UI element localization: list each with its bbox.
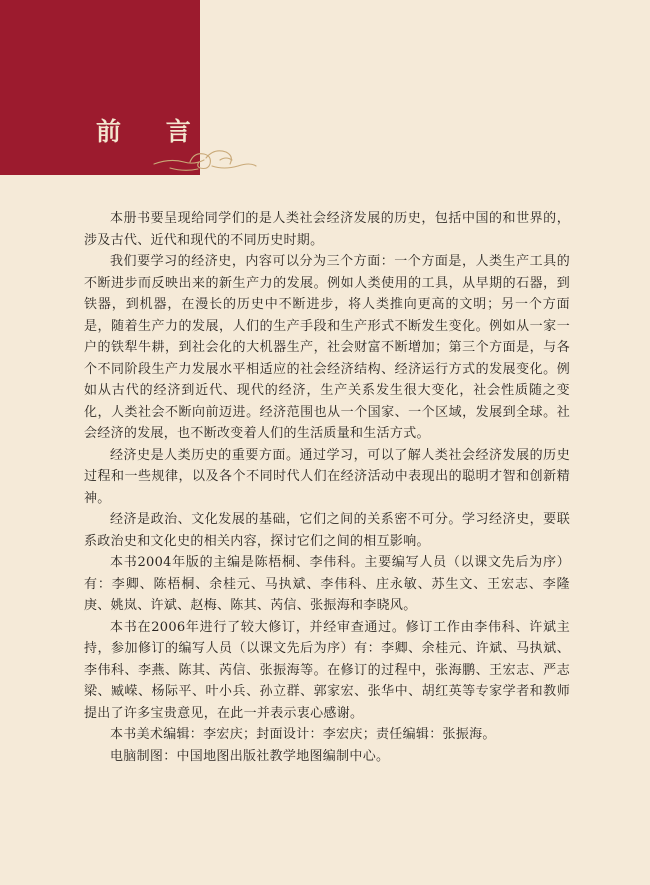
preface-body — [84, 208, 570, 767]
paragraph: 我们要学习的经济史，内容可以分为三个方面：一个方面是，人类生产工具的不断进步而反映出来的新生产力的发展。例如人类使用的工具，从早期的石器，到铁器，到机器，在漫长的历史中不断进步，将人类推向更高的文明；另一个方面是，随着生产力的发展，人们的生产手段和生产形式不断发生变化。例如从一家一户的铁犁牛耕，到社会化的大机器生产，社会财富不断增加；第三个方面是，与各个不同阶段生产力发展水平相适应的社会经济结构、经济运行方式的发展变化。例如从古代的经济到近代、现代的经济，生产关系发生很大变化，社会性质随之变化，人类社会不断向前迈进。经济范围也从一个国家、一个区域，发展到全球。社会经济的发展，也不断改变着人们的生活质量和生活方式。 — [84, 254, 570, 441]
paragraph: 本册书要呈现给同学们的是人类社会经济发展的历史，包括中国的和世界的，涉及古代、近代和现代的不同历史时期。 — [84, 211, 570, 248]
paragraph: 本书2004年版的主编是陈梧桐、李伟科。主要编写人员（以课文先后为序）有：李卿、陈梧桐、余桂元、马执斌、李伟科、庄永敏、苏生文、王宏志、李隆庚、姚岚、许斌、赵梅、陈其、芮信、张振海和李晓风。 — [84, 555, 570, 613]
paragraph: 经济是政治、文化发展的基础，它们之间的关系密不可分。学习经济史，要联系政治史和文化史的相关内容，探讨它们之间的相互影响。 — [84, 512, 570, 549]
page-title: 前 言 — [96, 117, 209, 146]
paragraph: 本书在2006年进行了较大修订，并经审查通过。修订工作由李伟科、许斌主持，参加修订的编写人员（以课文先后为序）有：李卿、余桂元、许斌、马执斌、李伟科、李燕、陈其、芮信、张振海等。在修订的过程中，张海鹏、王宏志、严志梁、臧嵘、杨际平、叶小兵、孙立群、郭家宏、张华中、胡红英等专家学者和教师提出了许多宝贵意见，在此一并表示衷心感谢。 — [84, 619, 570, 721]
paragraph: 本书美术编辑：李宏庆；封面设计：李宏庆；责任编辑：张振海。 — [110, 727, 496, 742]
paragraph: 经济史是人类历史的重要方面。通过学习，可以了解人类社会经济发展的历史过程和一些规律，以及各个不同时代人们在经济活动中表现出的聪明才智和创新精神。 — [84, 447, 570, 506]
paragraph: 电脑制图：中国地图出版社教学地图编制中心。 — [110, 748, 390, 764]
cloud-ornament-icon — [150, 140, 260, 176]
